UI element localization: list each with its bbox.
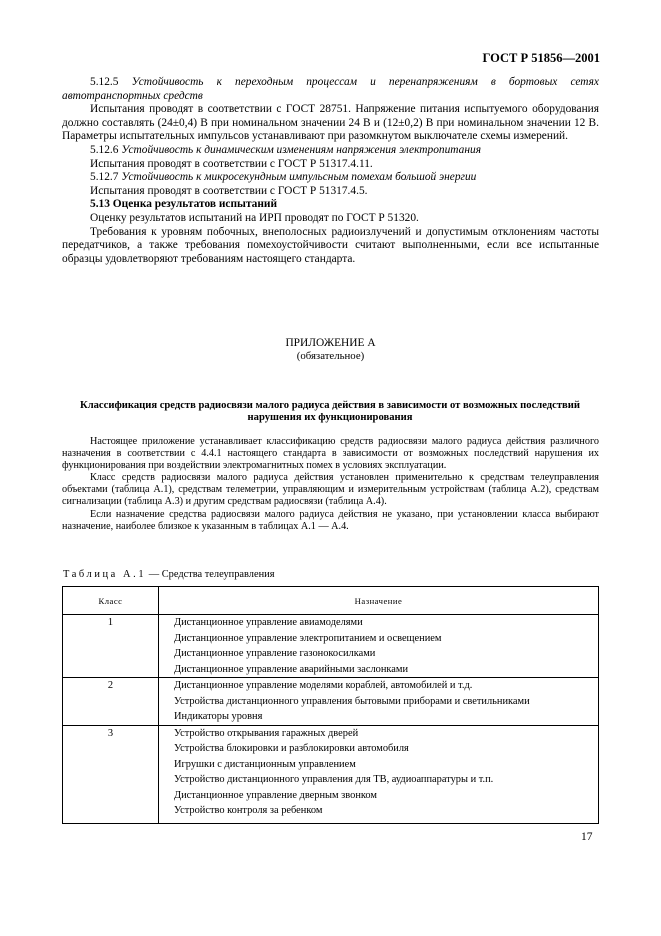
remote-control-class-table: [62, 586, 599, 824]
purpose-item: Устройство дистанционного управления для ТВ, аудиоаппаратуры и т.п.: [174, 774, 494, 785]
clause-5-12-6-text: Испытания проводят в соответствии с ГОСТ Р 51317.4.11.: [90, 157, 373, 170]
purpose-item: Дистанционное управление дверным звонком: [174, 789, 377, 801]
clause-5-13-text-2: Требования к уровням побочных, внеполосных радиоизлучений и допустимым отклонениям частоты передатчиков, а также требования помехоустойчивости считают выполненными, если все испытанные образцы удовлетворяют требованиям настоящего стандарта.: [62, 225, 599, 265]
class-number: 3: [63, 725, 159, 823]
purpose-cell: [159, 725, 599, 823]
clause-5-12-7-heading: 5.12.7 Устойчивость к микросекундным импульсным помехам большой энергии: [90, 171, 477, 184]
clause-5-13-heading: 5.13 Оценка результатов испытаний: [90, 198, 278, 211]
column-header-class: Класс: [63, 587, 159, 615]
table-caption: Таблица А.1 — Средства телеуправления: [63, 569, 275, 580]
purpose-item: Дистанционное управление газонокосилками: [174, 648, 376, 659]
table-row: [63, 615, 599, 678]
purpose-item: Игрушки с дистанционным управлением: [174, 758, 356, 770]
appendix-paragraph-1: Настоящее приложение устанавливает классификацию средств радиосвязи малого радиуса действия различного назначения в соответствии с 4.4.1 настоящего стандарта в зависимости от возможных последствий нарушения их функционирования при воздействии электромагнитных помех в условиях эксплуатации.: [62, 436, 599, 472]
table-row: [63, 678, 599, 726]
appendix-paragraphs: [62, 436, 599, 533]
purpose-item: Дистанционное управление моделями кораблей, автомобилей и т.д.: [174, 680, 473, 691]
purpose-item: Индикаторы уровня: [174, 711, 263, 722]
purpose-item: Устройства дистанционного управления бытовыми приборами и светильниками: [174, 695, 530, 707]
purpose-item: Дистанционное управление аварийными заслонками: [174, 663, 409, 675]
clause-5-13-text-1: Оценку результатов испытаний на ИРП проводят по ГОСТ Р 51320.: [90, 211, 419, 224]
purpose-item: Дистанционное управление авиамоделями: [174, 617, 363, 628]
table-row: [63, 725, 599, 823]
document-standard-code: ГОСТ Р 51856—2001: [482, 51, 600, 65]
classification-heading: Классификация средств радиосвязи малого радиуса действия в зависимости от возможных последствий нарушения их функционирования: [80, 400, 580, 424]
purpose-item: Устройство открывания гаражных дверей: [174, 727, 359, 739]
clause-5-12-7-text: Испытания проводят в соответствии с ГОСТ Р 51317.4.5.: [90, 184, 368, 197]
page-number: 17: [581, 831, 593, 843]
purpose-item: Устройство контроля за ребенком: [174, 805, 323, 816]
purpose-cell: [159, 678, 599, 726]
clause-5-12-5-heading: 5.12.5 Устойчивость к переходным процессам и перенапряжениям в бортовых сетях автотранспортных средств: [62, 76, 599, 102]
purpose-cell: [159, 615, 599, 678]
purpose-item: Дистанционное управление электропитанием и освещением: [174, 632, 442, 644]
clause-text-block: [62, 76, 599, 266]
clause-5-12-5-text: Испытания проводят в соответствии с ГОСТ 28751. Напряжение питания испытуемого оборудования должно составлять (24±0,4) В при номинальном значении 24 В и (12±0,2) В при номинальном значении 12 В. Параметры испытательных импульсов устанавливают при разомкнутом выключателе схемы измерений.: [62, 103, 599, 143]
appendix-paragraph-2: Класс средств радиосвязи малого радиуса действия установлен применительно к средствам телеуправления объектами (таблица А.1), средствам телеметрии, управляющим и измерительным устройствам (таблица А.2), средствам сигнализации (таблица А.3) и другим средствам радиосвязи (таблица А.4).: [62, 472, 599, 508]
appendix-paragraph-3: Если назначение средства радиосвязи малого радиуса действия не указано, при установлении класса выбирают назначение, наиболее близкое к указанным в таблицах А.1 — А.4.: [62, 508, 599, 532]
column-header-purpose: Назначение: [159, 587, 599, 615]
purpose-item: Устройства блокировки и разблокировки автомобиля: [174, 743, 409, 754]
class-number: 1: [63, 615, 159, 678]
appendix-subtitle: (обязательное): [296, 350, 365, 362]
appendix-title: ПРИЛОЖЕНИЕ А: [285, 337, 376, 349]
clause-5-12-6-heading: 5.12.6 Устойчивость к динамическим изменениям напряжения электропитания: [90, 143, 482, 156]
class-number: 2: [63, 678, 159, 726]
table-header-row: [63, 587, 599, 615]
